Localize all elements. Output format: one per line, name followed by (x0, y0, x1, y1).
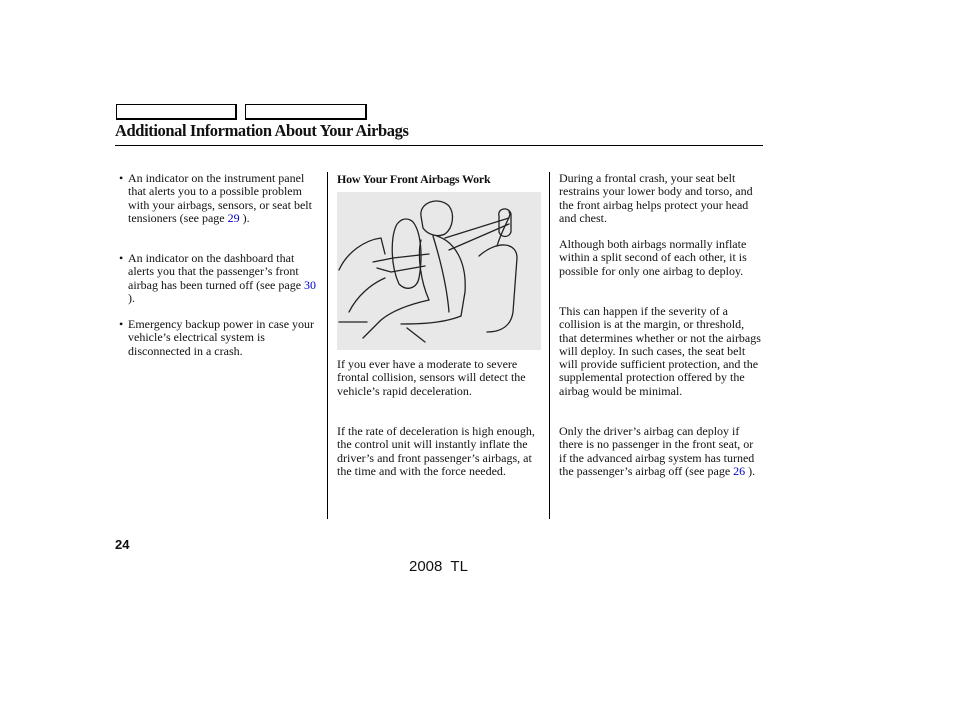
page-number: 24 (115, 537, 130, 552)
bullet-item: • Emergency backup power in case your vehicle’s electrical system is disconnected in a crash. (119, 317, 315, 358)
paragraph: If you ever have a moderate to severe frontal collision, sensors will detect the vehicle’s rapid deceleration. (337, 357, 526, 398)
model-label: 2008 TL (409, 558, 468, 575)
bullet-item: • An indicator on the instrument panel that alerts you to a possible problem with your airbags, sensors, or seat belt tensioners (see page 29 ). (119, 171, 312, 225)
page-title: Additional Information About Your Airbags (115, 121, 409, 140)
page-link-30[interactable]: 30 (304, 277, 317, 292)
header-tab-box-2 (245, 104, 367, 120)
bullet-item: • An indicator on the dashboard that alerts you that the passenger’s front airbag has been turned off (see page 30 ). (119, 251, 317, 305)
driver-airbag-drawing (337, 192, 541, 350)
column-divider-1 (327, 172, 328, 519)
header-tab-box-1 (116, 104, 237, 120)
column-divider-2 (549, 172, 550, 519)
paragraph: During a frontal crash, your seat belt restrains your lower body and torso, and the front airbag helps protect your head and chest. (559, 171, 753, 225)
page-link-29[interactable]: 29 (227, 210, 240, 225)
page-link-26[interactable]: 26 (733, 463, 746, 478)
paragraph: Only the driver’s airbag can deploy if there is no passenger in the front seat, or if the advanced airbag system has turned the passenger’s airbag off (see page 26 ). (559, 424, 756, 478)
title-rule (115, 145, 763, 146)
paragraph: This can happen if the severity of a collision is at the margin, or threshold, that determines whether or not the airbags will deploy. In such cases, the seat belt will provide sufficient protection, and the supplemental protection offered by the airbag would be minimal. (559, 304, 761, 398)
section-heading: How Your Front Airbags Work (337, 172, 491, 186)
paragraph: Although both airbags normally inflate within a split second of each other, it is possible for only one airbag to deploy. (559, 237, 747, 278)
airbag-illustration (337, 192, 541, 350)
paragraph: If the rate of deceleration is high enough, the control unit will instantly inflate the driver’s and front passenger’s airbags, at the time and with the force needed. (337, 424, 535, 478)
